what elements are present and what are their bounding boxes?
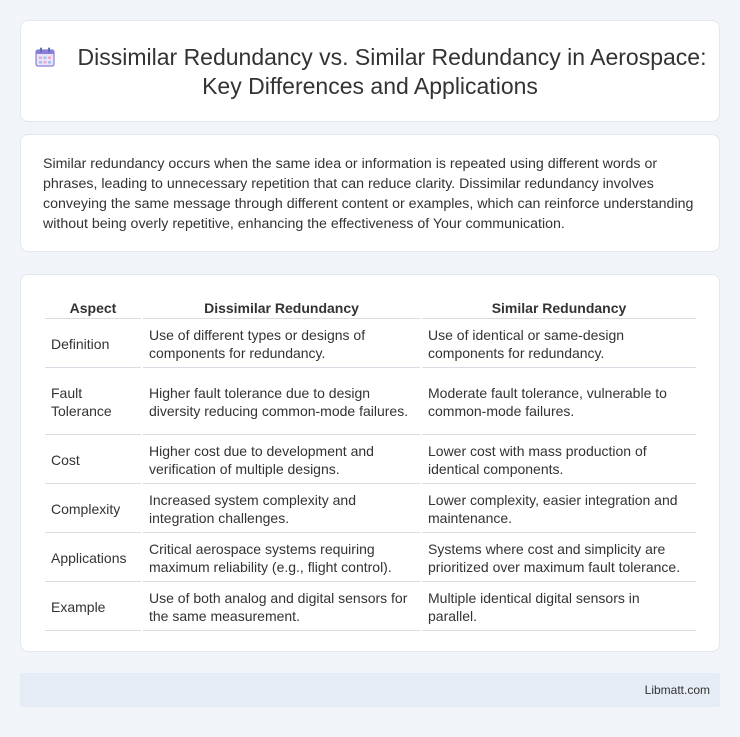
cell-aspect: Complexity <box>45 484 141 533</box>
table-row <box>45 319 696 368</box>
cell-similar: Use of identical or same-design components for redundancy. <box>422 319 696 368</box>
cell-aspect: Cost <box>45 435 141 484</box>
footer-bar <box>20 673 720 707</box>
header-dissimilar: Dissimilar Redundancy <box>143 295 420 319</box>
cell-similar: Moderate fault tolerance, vulnerable to common-mode failures. <box>422 368 696 435</box>
table-header-row <box>45 295 696 319</box>
cell-aspect: Fault Tolerance <box>45 368 141 435</box>
cell-dissimilar: Higher cost due to development and verification of multiple designs. <box>143 435 420 484</box>
cell-similar: Systems where cost and simplicity are prioritized over maximum fault tolerance. <box>422 533 696 582</box>
table-row <box>45 368 696 435</box>
cell-similar: Lower cost with mass production of identical components. <box>422 435 696 484</box>
intro-card <box>20 134 720 252</box>
table-row <box>45 435 696 484</box>
table-row <box>45 533 696 582</box>
cell-dissimilar: Higher fault tolerance due to design diversity reducing common-mode failures. <box>143 368 420 435</box>
cell-similar: Multiple identical digital sensors in parallel. <box>422 582 696 631</box>
cell-dissimilar: Use of different types or designs of components for redundancy. <box>143 319 420 368</box>
intro-paragraph: Similar redundancy occurs when the same idea or information is repeated using different words or phrases, leading to unnecessary repetition that can reduce clarity. Dissimilar redundancy involves conveying the same message through different content or examples, which can reinforce understanding without being overly repetitive, enhancing the effectiveness of Your communication. <box>43 156 694 232</box>
cell-dissimilar: Use of both analog and digital sensors for the same measurement. <box>143 582 420 631</box>
table-row <box>45 484 696 533</box>
table-row <box>45 582 696 631</box>
cell-aspect: Example <box>45 582 141 631</box>
cell-similar: Lower complexity, easier integration and maintenance. <box>422 484 696 533</box>
footer-brand-link[interactable]: Libmatt.com <box>644 683 710 697</box>
page-title: Dissimilar Redundancy vs. Similar Redundancy in Aerospace: Key Differences and Applications <box>77 44 707 99</box>
cell-dissimilar: Increased system complexity and integration challenges. <box>143 484 420 533</box>
comparison-table <box>43 295 698 631</box>
header-aspect: Aspect <box>45 295 141 319</box>
page-title-wrap <box>21 43 719 101</box>
cell-dissimilar: Critical aerospace systems requiring maximum reliability (e.g., flight control). <box>143 533 420 582</box>
comparison-card <box>20 274 720 652</box>
title-card <box>20 20 720 122</box>
cell-aspect: Definition <box>45 319 141 368</box>
header-similar: Similar Redundancy <box>422 295 696 319</box>
calendar-icon <box>34 46 56 68</box>
cell-aspect: Applications <box>45 533 141 582</box>
